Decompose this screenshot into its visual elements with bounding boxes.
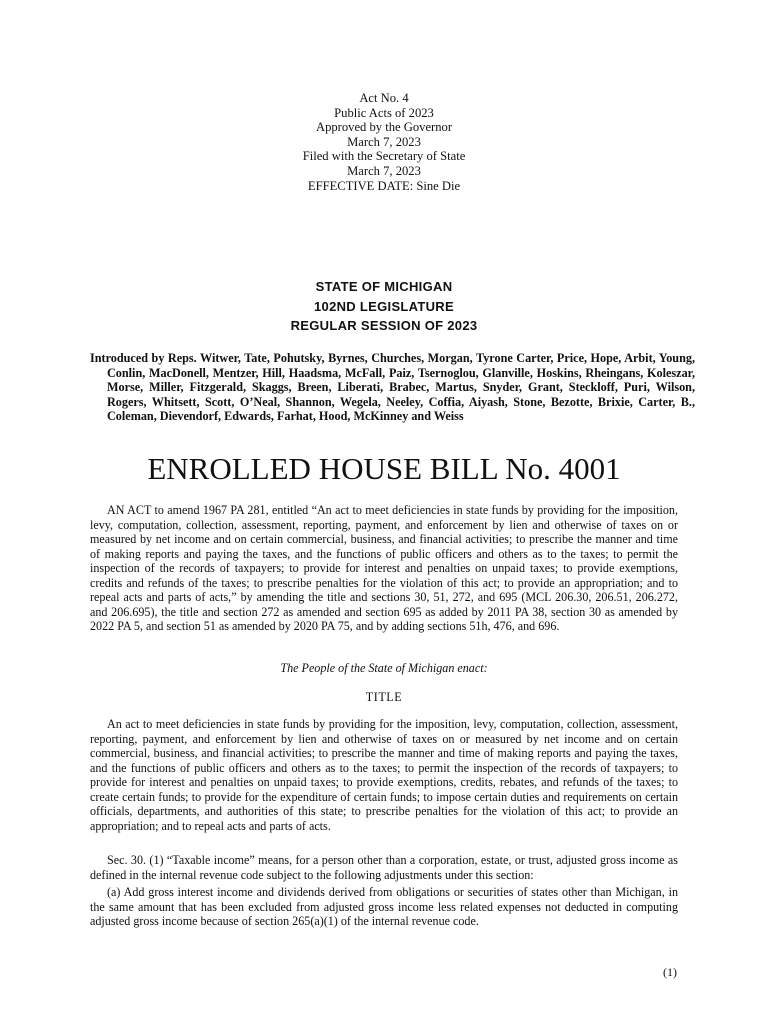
legislature-number: 102ND LEGISLATURE [314,298,454,314]
approved-date: March 7, 2023 [347,134,421,149]
title-paragraph: An act to meet deficiencies in state funds by providing for the imposition, levy, computation, collection, assessment, reporting, payment, and enforcement by lien and otherwise of taxes on or measured by net income and on certain commercial, business, and financial activities; to prescribe the manner and time of making reports and paying the taxes, and the functions of public officers and others as to the taxes; to permit the inspection of the records of taxpayers; to provide for interest and penalties on unpaid taxes; to provide exemptions, credits, rebates, and refunds of the taxes; to create certain funds; to provide for the expenditure of certain funds; to impose certain duties and requirements on certain officials, departments, and authorities of this state; to prescribe penalties for the violation of this act; to provide an appropriation; and to repeal acts and parts of acts. [90,717,678,833]
sponsors-paragraph: Introduced by Reps. Witwer, Tate, Pohutsky, Byrnes, Churches, Morgan, Tyrone Carter, Price, Hope, Arbit, Young, Conlin, MacDonell, Mentzer, Hill, Haadsma, McFall, Paiz, Tsernoglou, Glanville, Hoskins, Rheingans, Koleszar, Morse, Miller, Fitzgerald, Skaggs, Breen, Liberati, Brabec, Martus, Snyder, Grant, Steckloff, Puri, Wilson, Rogers, Whitsett, Scott, O’Neal, Shannon, Wegela, Neeley, Coffia, Aiyash, Stone, Bezotte, Brixie, Carter, B., Coleman, Dievendorf, Edwards, Farhat, Hood, McKinney and Weiss [90,351,695,424]
enacting-clause: The People of the State of Michigan enact: [280,661,488,675]
legislature-block [0,277,768,336]
effective-date: EFFECTIVE DATE: Sine Die [307,178,461,193]
public-acts-year: Public Acts of 2023 [334,105,434,120]
section-30-a-paragraph: (a) Add gross interest income and dividends derived from obligations or securities of states other than Michigan, in the same amount that has been excluded from adjusted gross income less related expenses not deducted in computing adjusted gross income because of section 265(a)(1) of the internal revenue code. [90,885,678,929]
approved-by: Approved by the Governor [315,120,453,135]
state-name: STATE OF MICHIGAN [315,279,453,294]
title-heading: TITLE [365,690,403,704]
act-number: Act No. 4 [359,91,409,105]
filed-date: March 7, 2023 [347,163,421,178]
filed-with: Filed with the Secretary of State [302,149,466,164]
act-paragraph: AN ACT to amend 1967 PA 281, entitled “An act to meet deficiencies in state funds by providing for the imposition, levy, computation, collection, assessment, reporting, payment, and enforcement by lien and otherwise of taxes on or measured by net income and on certain commercial, business, and financial activities; to prescribe the manner and time of making reports and paying the taxes, and the functions of public officers and others as to the taxes; to permit the inspection of the records of taxpayers; to provide for interest and penalties on unpaid taxes; to provide exemptions, credits and refunds of the taxes; to prescribe penalties for the violation of this act; to provide an appropriation; and to repeal acts and parts of acts,” by amending the title and sections 30, 51, 272, and 695 (MCL 206.30, 206.51, 206.272, and 206.695), the title and section 272 as amended and section 695 as added by 2011 PA 38, section 30 as amended by 2022 PA 5, and section 51 as amended by 2020 PA 75, and by adding sections 51h, 476, and 696. [90,503,678,634]
bill-title: ENROLLED HOUSE BILL No. 4001 [147,451,621,486]
page-number: (1) [663,965,677,979]
act-header [0,91,768,193]
section-30-paragraph: Sec. 30. (1) “Taxable income” means, for a person other than a corporation, estate, or trust, adjusted gross income as defined in the internal revenue code subject to the following adjustments under this section: [90,853,678,882]
session-name: REGULAR SESSION OF 2023 [290,318,478,333]
